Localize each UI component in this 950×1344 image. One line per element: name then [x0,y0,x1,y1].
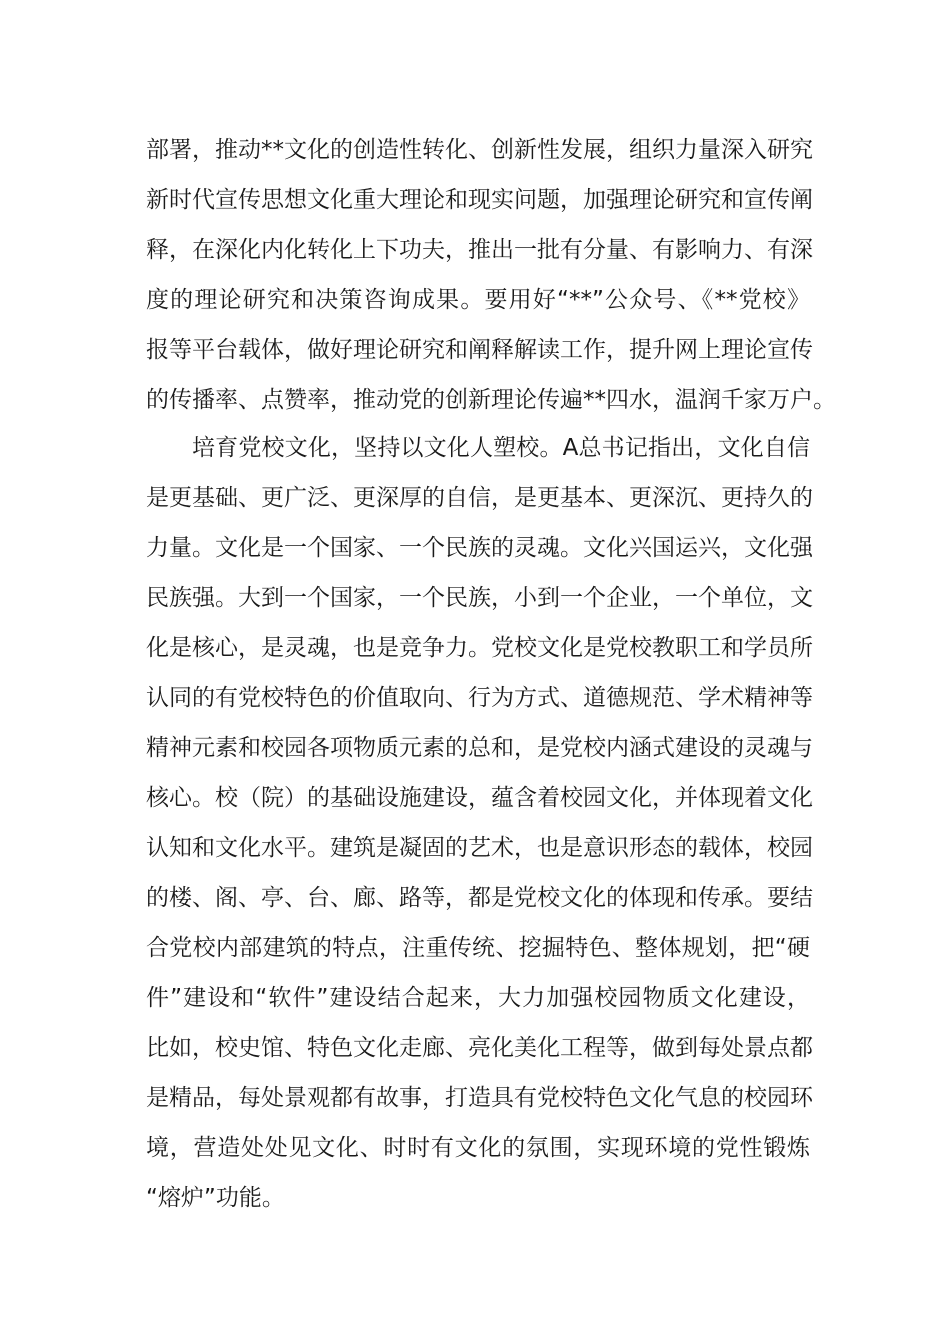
paragraph-line: 报等平台载体，做好理论研究和阐释解读工作，提升网上理论宣传 [146,337,813,363]
paragraph-line: 是更基础、更广泛、更深厚的自信，是更基本、更深沉、更持久的 [146,485,813,511]
paragraph-line: 的楼、阁、亭、台、廊、路等，都是党校文化的体现和传承。要结 [146,885,813,911]
paragraph-line: 新时代宣传思想文化重大理论和现实问题，加强理论研究和宣传阐 [146,187,813,213]
paragraph-line: 认同的有党校特色的价值取向、行为方式、道德规范、学术精神等 [146,685,813,711]
paragraph-line: “熔炉”功能。 [146,1185,285,1211]
paragraph-line: 精神元素和校园各项物质元素的总和，是党校内涵式建设的灵魂与 [146,735,813,761]
paragraph-line: 化是核心，是灵魂，也是竞争力。党校文化是党校教职工和学员所 [146,635,813,661]
paragraph-line: 核心。校（院）的基础设施建设，蕴含着校园文化，并体现着文化 [146,785,813,811]
paragraph-line: 力量。文化是一个国家、一个民族的灵魂。文化兴国运兴，文化强 [146,535,813,561]
paragraph-line: 境，营造处处见文化、时时有文化的氛围，实现环境的党性锻炼 [146,1135,810,1161]
paragraph-line: 认知和文化水平。建筑是凝固的艺术，也是意识形态的载体，校园 [146,835,813,861]
paragraph-line: 合党校内部建筑的特点，注重传统、挖掘特色、整体规划，把“硬 [146,935,810,961]
paragraph-line: 民族强。大到一个国家，一个民族，小到一个企业，一个单位，文 [146,585,813,611]
paragraph-line: 培育党校文化，坚持以文化人塑校。A总书记指出，文化自信 [192,435,810,461]
paragraph-line: 是精品，每处景观都有故事，打造具有党校特色文化气息的校园环 [146,1085,813,1111]
paragraph-line: 释，在深化内化转化上下功夫，推出一批有分量、有影响力、有深 [146,237,813,263]
paragraph-line: 件”建设和“软件”建设结合起来，大力加强校园物质文化建设， [146,985,810,1011]
paragraph-line: 度的理论研究和决策咨询成果。要用好“**”公众号、《**党校》 [146,287,810,313]
paragraph-line: 的传播率、点赞率，推动党的创新理论传遍**四水，温润千家万户。 [146,387,836,413]
paragraph-line: 比如，校史馆、特色文化走廊、亮化美化工程等，做到每处景点都 [146,1035,813,1061]
paragraph-line: 部署，推动**文化的创造性转化、创新性发展，组织力量深入研究 [146,137,813,163]
